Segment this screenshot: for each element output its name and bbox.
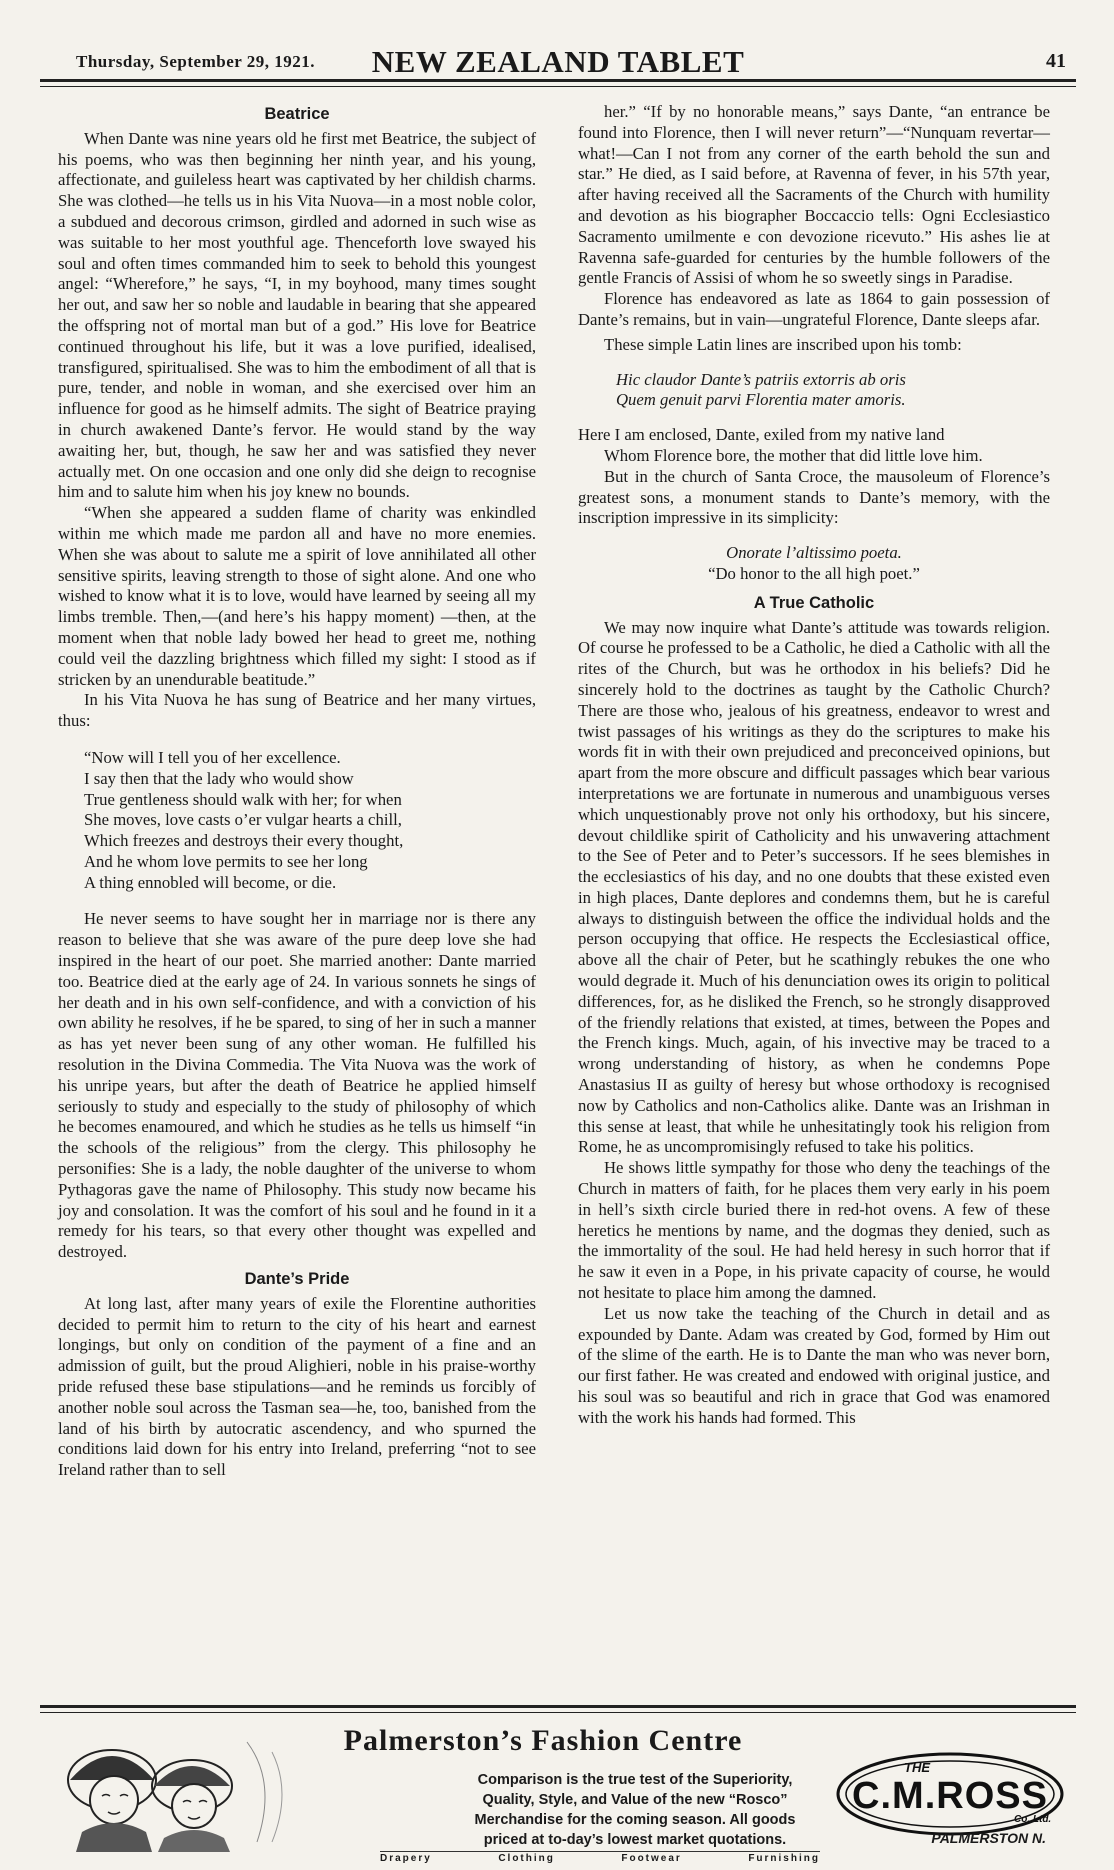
- latin-line: Quem genuit parvi Florentia mater amoris.: [616, 390, 906, 410]
- paragraph: At long last, after many years of exile the Florentine authorities decided to permit him to return to the city of his heart and earnest longings, but only on condition of the payment of a fine and an admission of guilt, but the proud Alighieri, noble in his praise-worthy pride refused these base stipulations—and he reminds us forcibly of another noble soul across the Tasman sea—he, too, banished from the land of his birth by autocratic ascendency, and who spurned the conditions laid down for his entry into Ireland, preferring “not to see Ireland rather than to sell: [58, 1293, 536, 1480]
- paragraph: But in the church of Santa Croce, the mausoleum of Florence’s greatest sons, a monument stands to Dante’s memory, with the inscription impressive in its simplicity:: [578, 466, 1050, 528]
- paragraph: When Dante was nine years old he first met Beatrice, the subject of his poems, who was then beginning her ninth year, and his young, affectionate, and guileless heart was captivated by her childish charms. She was clothed—he tells us in his Vita Nuova—in a most noble color, a subdued and decorous crimson, girdled and adorned in such wise as was suitable to her most youthful age. Thenceforth love swayed his soul and often times commanded him to seek to behold this youngest angel: “Wherefore,” he says, “I, in my boyhood, many times sought her out, and saw her so noble and laudable in bearing that she appeared the offspring not of mortal man but of a god.” His love for Beatrice continued throughout his life, but it was a love purified, idealised, transfigured, spiritualised. She was to him the embodiment of all that is pure, tender, and noble in woman, and she exercised over him an influence for good as he himself admits. The sight of Beatrice praying in church awakened Dante’s fervor. He would stand by the way awaiting her, but, though, he saw her and was satisfied they never actually met. On one occasion and one only did she deign to recognise him and to salute him when his joy knew no bounds.: [58, 128, 536, 502]
- tomb-inscription-latin: [616, 370, 1050, 412]
- ad-title: Palmerston’s Fashion Centre: [343, 1724, 743, 1757]
- monument-inscription: [578, 543, 1050, 585]
- ad-line: priced at to-day’s lowest market quotations.: [483, 1832, 787, 1848]
- paragraph: “When she appeared a sudden flame of charity was enkindled within me which made me pardon all and have no more enemies. When she was about to salute me a spirit of love annihilated all other sensitive spirits, leaving strength to those of sight alone. And one who wished to know what it is to love, would have learned by seeing all my limbs tremble. Then,—(and here’s his happy moment) —then, at the moment when that noble lady bowed her head to greet me, nothing could veil the dazzling brightness which filled my sight: I stood as if stricken by an unendurable beatitude.”: [58, 503, 536, 689]
- logo-company: Co. Ltd.: [1014, 1814, 1052, 1825]
- ad-category: Footwear: [621, 1853, 682, 1864]
- ad-line: Comparison is the true test of the Superiority,: [477, 1772, 793, 1788]
- masthead-rule-thin: [40, 86, 1076, 87]
- verse-line: True gentleness should walk with her; for when: [84, 789, 402, 809]
- page-number: 41: [1046, 50, 1066, 72]
- masthead-rule-thick: [40, 79, 1076, 82]
- publication-title: NEW ZEALAND TABLET: [371, 44, 745, 79]
- ad-category: Drapery: [380, 1853, 432, 1864]
- left-column: [58, 102, 536, 1481]
- paragraph: He shows little sympathy for those who deny the teachings of the Church in matters of faith, for he places them very early in his poem in hell’s sixth circle buried there in red-hot ovens. A few of these heretics he mentions by name, and the dogmas they denied, such as the immortality of the soul. He had held heresy in such horror that if he saw it even in a Pope, in his private capacity of course, he would not hesitate to place him among the damned.: [578, 1158, 1050, 1303]
- ad-body: [450, 1770, 820, 1850]
- ad-category: Furnishing: [748, 1853, 820, 1864]
- verse-line: Which freezes and destroys their every thought,: [84, 831, 404, 851]
- paragraph: In his Vita Nuova he has sung of Beatrice and her many virtues, thus:: [58, 690, 536, 731]
- verse-line: “Now will I tell you of her excellence.: [84, 747, 341, 767]
- verse-line: A thing ennobled will become, or die.: [84, 872, 337, 892]
- logo-name: C.M.ROSS: [852, 1775, 1048, 1817]
- right-column: [578, 102, 1050, 1429]
- logo-the: THE: [904, 1760, 930, 1775]
- masthead: [40, 40, 1076, 82]
- verse-line: And he whom love permits to see her long: [84, 851, 368, 871]
- ladies-illustration-icon: [42, 1722, 352, 1852]
- logo-place: PALMERSTON N.: [931, 1830, 1046, 1846]
- ad-category: Clothing: [498, 1853, 555, 1864]
- ad-line: Quality, Style, and Value of the new “Rosco”: [482, 1792, 788, 1808]
- ad-line: Merchandise for the coming season. All goods: [474, 1812, 796, 1828]
- section-heading-dantes-pride: Dante’s Pride: [244, 1270, 350, 1289]
- poem-verse: [84, 748, 536, 894]
- verse-line: I say then that the lady who would show: [84, 768, 354, 788]
- advertisement: [40, 1705, 1076, 1864]
- ad-rule: [40, 1712, 1076, 1713]
- issue-date: Thursday, September 29, 1921.: [76, 52, 315, 71]
- motto-english: “Do honor to the all high poet.”: [708, 563, 920, 583]
- ad-categories: [380, 1851, 820, 1864]
- paragraph: We may now inquire what Dante’s attitude was towards religion. Of course he professed to be a Catholic, he died a Catholic with all the rites of the Church, but was he orthodox in his beliefs? Did he sincerely hold to the doctrines as taught by the Catholic Church? There are those who, jealous of his greatness, endeavor to wrest and twist passages of his writings as they do the scriptures to make his words fit in with their own prejudiced and preconceived opinions, but apart from the more obscure and difficult passages which bear various interpretations we are fortunate in numerous and unambiguous verses which unquestionably prove not only his orthodoxy, but his sincere, devout childlike spirit of Catholicity and his unwavering attachment to the See of Peter and to Peter’s successors. If he sees blemishes in the ecclesiastics of his day, and no one doubts that these existed even in high places, Dante deplores and condemns them, but he is careful always to distinguish between the office the individual holds and the person occupying that office. He respects the Ecclesiastical office, above all the chair of Peter, but he scathingly rebukes the one who would degrade it. Much of his denunciation owes its origin to political differences, for, as he disliked the French, so he strongly disapproved of the friendly relations that existed, at times, between the Popes and the French kings. Much, again, of his invective may be traced to a wrong understanding of history, as when he condemns Pope Anastasius II as guilty of heresy but whose orthodoxy is recognised now by Catholics and non-Catholics alike. Dante was an Irishman in this sense at least, that while he unhesitatingly took his religion from Rome, he as uncompromisingly refused to take his politics.: [578, 617, 1050, 1157]
- paragraph: Florence has endeavored as late as 1864 to gain possession of Dante’s remains, but in vain—ungrateful Florence, Dante sleeps afar.: [578, 289, 1050, 329]
- tomb-inscription-translation: [578, 425, 1050, 467]
- motto-latin: Onorate l’altissimo poeta.: [726, 543, 902, 563]
- translation-line: Here I am enclosed, Dante, exiled from my native land: [578, 425, 945, 445]
- verse-line: She moves, love casts o’er vulgar hearts a chill,: [84, 810, 402, 830]
- section-heading-beatrice: Beatrice: [264, 105, 330, 123]
- paragraph: Let us now take the teaching of the Church in detail and as expounded by Dante. Adam was created by God, formed by Him out of the slime of the earth. He is to Dante the man who was never born, our first father. He was created and endowed with original justice, and his soul was so beautiful and rich in grace that God was enamored with the work his hands had formed. This: [578, 1303, 1050, 1427]
- paragraph: He never seems to have sought her in marriage nor is there any reason to believe that she was aware of the pure deep love she had inspired in the heart of our poet. She married another: Dante married too. Beatrice died at the early age of 24. In various sonnets he sings of her death and in his own self-confidence, and with a conviction of his own ability he resolves, if he be spared, to sing of her in such a manner as has yet never been sung of any other woman. He fulfilled his resolution in the Divina Commedia. The Vita Nuova was the work of his unripe years, but after the death of Beatrice he applied himself seriously to study and especially to the study of philosophy of which he becomes enamoured, and which he studies as he tells us himself “in the schools of the religious” from the clergy. This philosophy he personifies: She is a lady, the noble daughter of the universe to whom Pythagoras gave the name of Philosophy. This study now became his joy and consolation. It was the comfort of his soul and he found in it a remedy for his tears, so that every other thought was expelled and destroyed.: [58, 909, 536, 1262]
- paragraph: her.” “If by no honorable means,” says Dante, “an entrance be found into Florence, then I will never return”—“Nunquam revertar—what!—Can I not from any corner of the earth behold the sun and star.” He died, as I said before, at Ravenna of fever, in his 57th year, after having received all the Sacraments of the Church with humility and devotion as his biographer Boccaccio tells: Ogni Ecclesiastico Sacramento umilmente e con devozione ricevuto.” His ashes lie at Ravenna safe-guarded for centuries by the humble followers of the gentle Francis of Assisi of whom he so sweetly sings in Paradise.: [578, 102, 1050, 288]
- latin-line: Hic claudor Dante’s patriis extorris ab oris: [616, 369, 906, 389]
- translation-line: Whom Florence bore, the mother that did little love him.: [604, 445, 983, 465]
- paragraph: These simple Latin lines are inscribed upon his tomb:: [604, 334, 962, 354]
- section-heading-true-catholic: A True Catholic: [753, 593, 875, 612]
